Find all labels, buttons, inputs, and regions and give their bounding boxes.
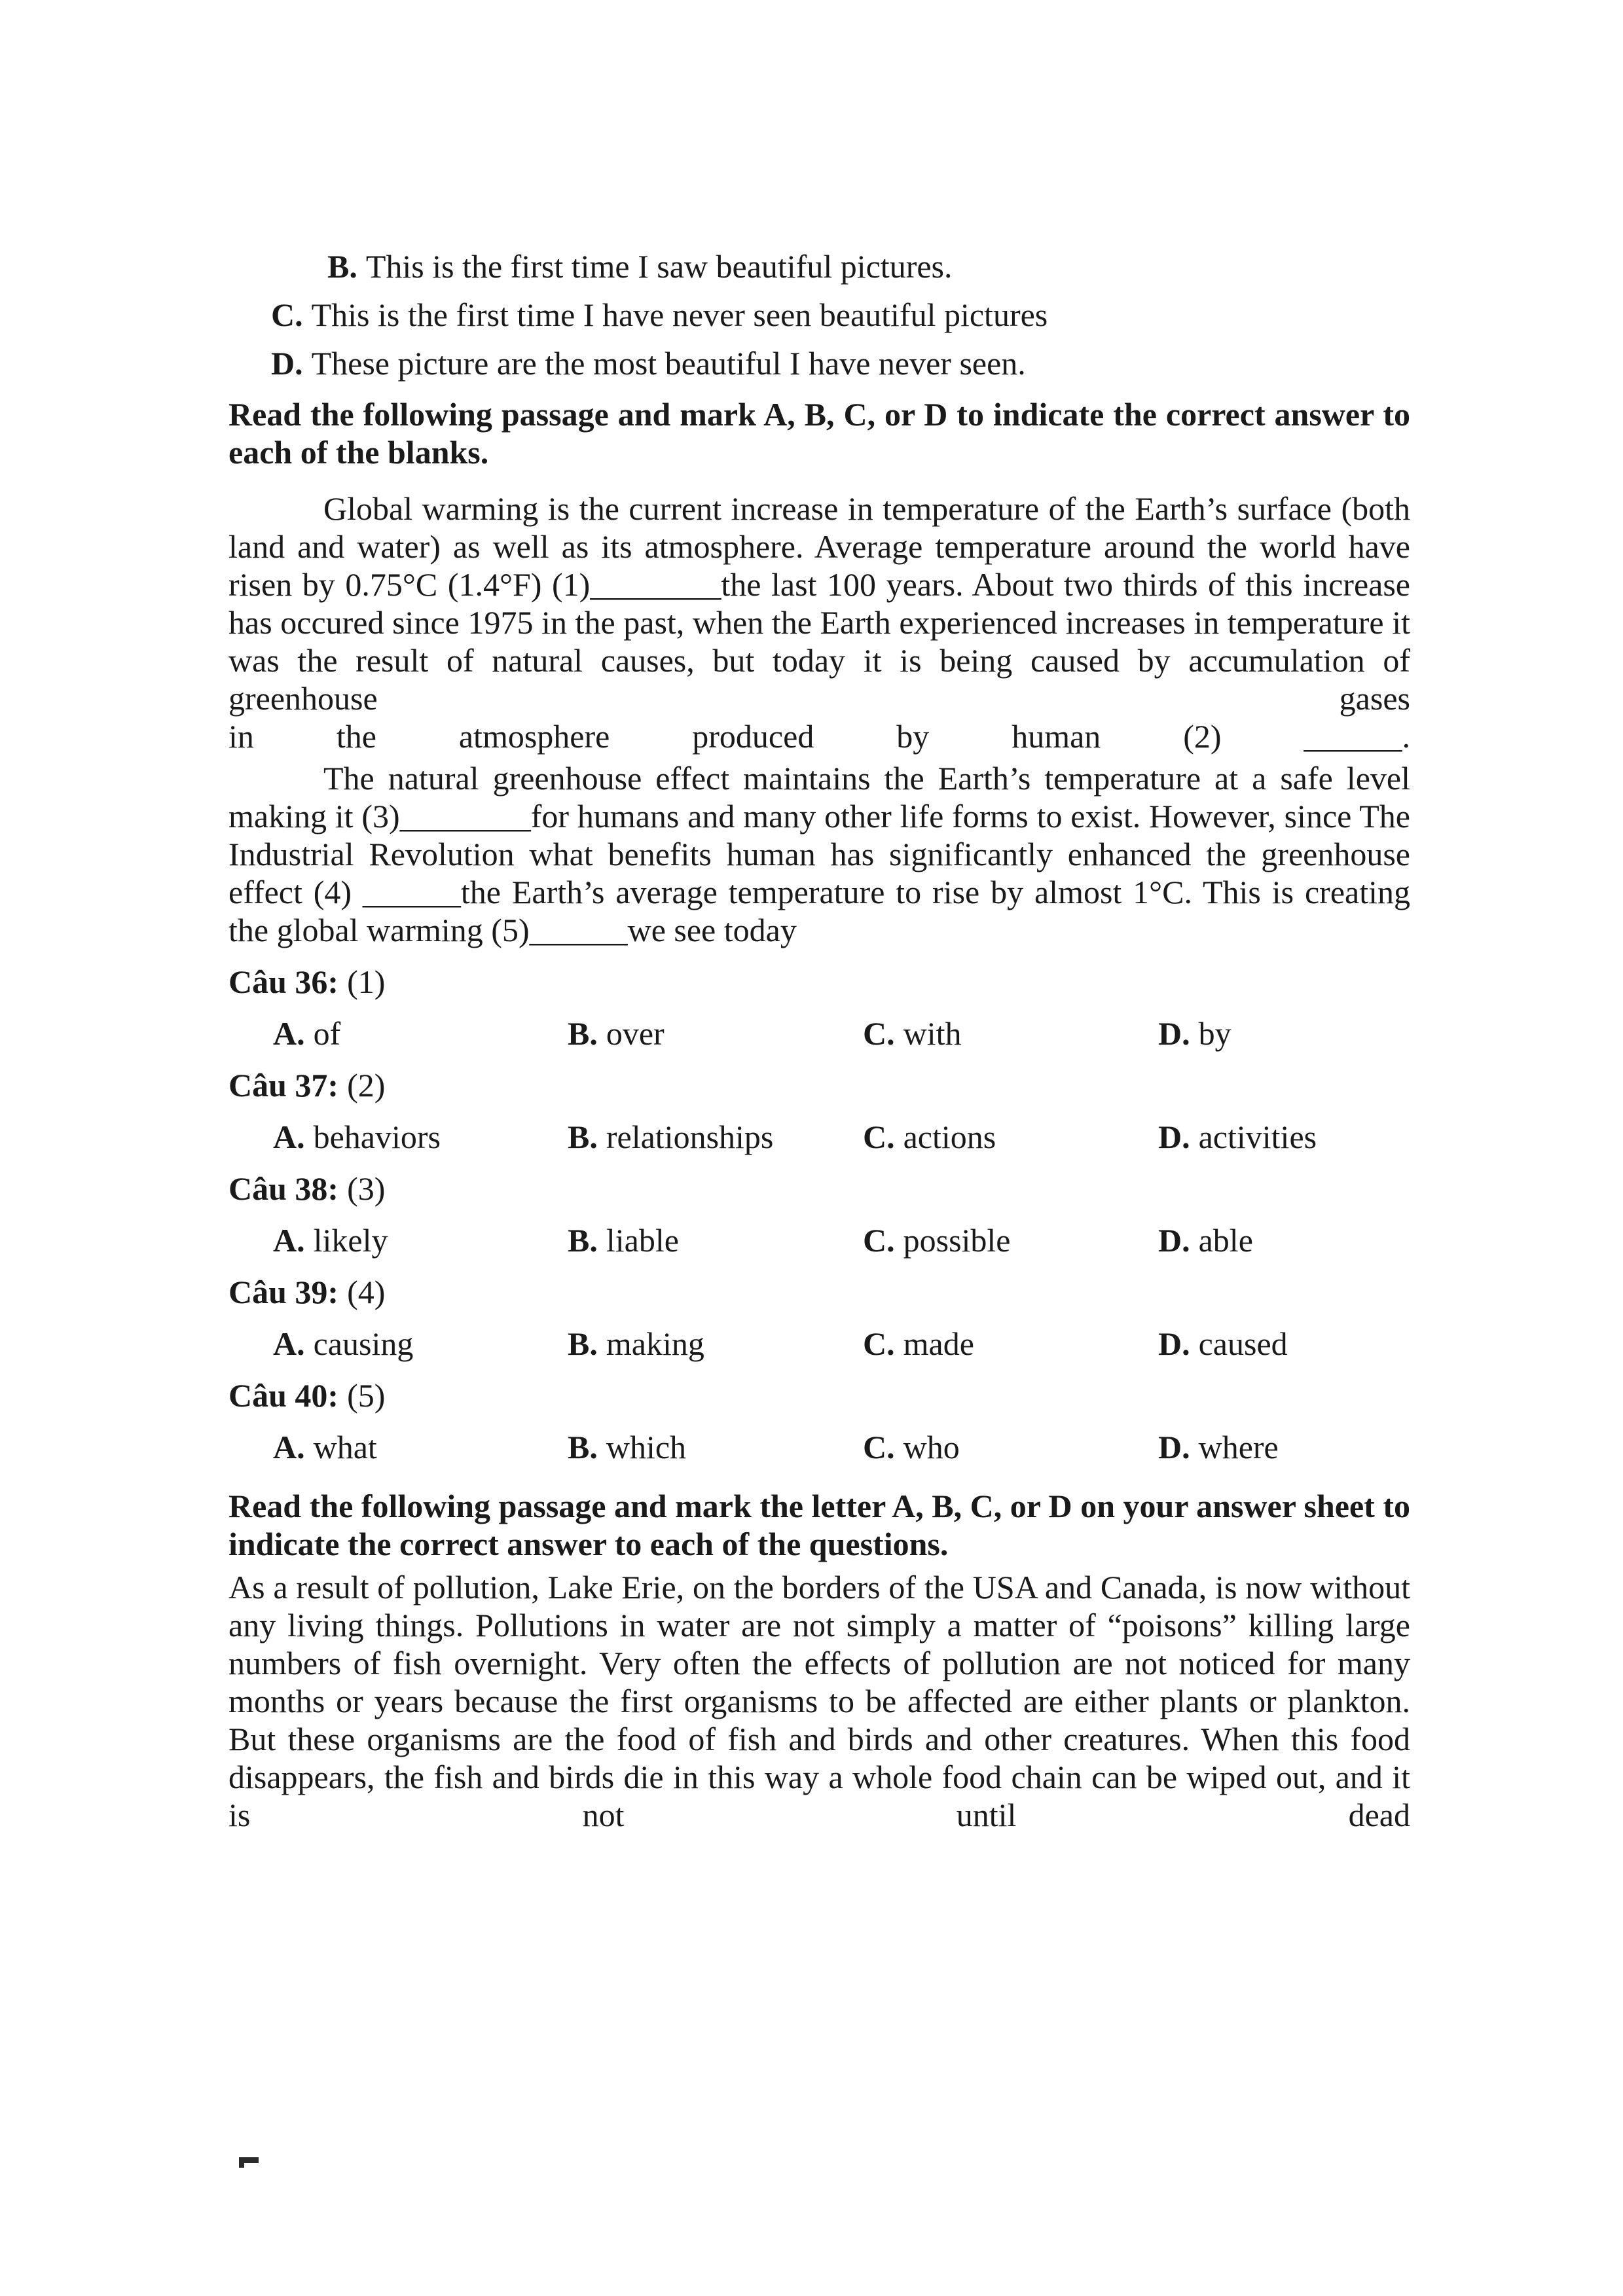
question-options: [228, 1428, 1410, 1466]
option-a: [273, 1118, 568, 1156]
option-b: [568, 1014, 863, 1052]
passage2-paragraph: As a result of pollution, Lake Erie, on the borders of the USA and Canada, is now without any living things. Pollutions in water are not simply a matter of “poisons” killing large numbers of fish overnight. Very often the effects of pollution are not noticed for many months or years because the first organisms to be affected are either plants or plankton. But these organisms are the food of fish and birds and other creatures. When this food disappears, the fish and birds die in this way a whole food chain can be wiped out, and it is not until dead: [228, 1569, 1410, 1833]
answer-option-b: [228, 247, 1410, 285]
option-letter: A.: [273, 1429, 305, 1465]
option-text: caused: [1198, 1325, 1288, 1362]
question-options: [228, 1221, 1410, 1259]
option-letter: C.: [863, 1325, 895, 1362]
option-text: behaviors: [313, 1119, 441, 1155]
question-number: [228, 1376, 1410, 1414]
option-b: [568, 1221, 863, 1259]
option-letter: D.: [271, 345, 303, 382]
option-text: activities: [1198, 1119, 1317, 1155]
option-text: who: [903, 1429, 960, 1465]
passage1-paragraph1: Global warming is the current increase in temperature of the Earth’s surface (both land and water) as well as its atmosphere. Average temperature around the world have risen by 0.75°C (1.4°F) (1)________the last 100 years. About two thirds of this increase has occured since 1975 in the past, when the Earth experienced increases in temperature it was the result of natural causes, but today it is being caused by accumulation of greenhouse gases: [228, 490, 1410, 717]
intro-answer-options: [228, 247, 1410, 382]
passage1-paragraph2: The natural greenhouse effect maintains the Earth’s temperature at a safe level making it (3)________for humans and many other life forms to exist. However, since The Industrial Revolution what benefits human has significantly enhanced the greenhouse effect (4) ______the Earth’s average temperature to rise by almost 1°C. This is creating the global warming (5)______we see today: [228, 760, 1410, 948]
option-d: [1158, 1325, 1410, 1363]
option-letter: D.: [1158, 1325, 1190, 1362]
option-text: of: [313, 1015, 341, 1052]
question-40: [228, 1376, 1410, 1466]
question-number: [228, 1066, 1410, 1104]
option-letter: A.: [273, 1015, 305, 1052]
question-label: Câu 40:: [228, 1377, 339, 1414]
option-text: making: [606, 1325, 704, 1362]
option-text: likely: [313, 1222, 388, 1259]
option-letter: B.: [568, 1015, 598, 1052]
option-text: possible: [903, 1222, 1011, 1259]
option-letter: B.: [327, 248, 357, 285]
page-content: [228, 247, 1410, 1834]
option-letter: D.: [1158, 1429, 1190, 1465]
section2-heading: Read the following passage and mark the letter A, B, C, or D on your answer sheet to indicate the correct answer to each of the questions.: [228, 1488, 1410, 1562]
option-a: [273, 1325, 568, 1363]
answer-option-d: [228, 344, 1410, 382]
option-text: where: [1198, 1429, 1279, 1465]
option-text: This is the first time I have never seen beautiful pictures: [311, 296, 1048, 333]
question-label: Câu 36:: [228, 963, 339, 1000]
option-letter: B.: [568, 1119, 598, 1155]
question-37: [228, 1066, 1410, 1156]
option-d: [1158, 1428, 1410, 1466]
option-c: [863, 1325, 1158, 1363]
option-text: This is the first time I saw beautiful pictures.: [365, 248, 953, 285]
question-label: Câu 38:: [228, 1170, 339, 1207]
option-c: [863, 1014, 1158, 1052]
question-number: [228, 1273, 1410, 1311]
question-number: [228, 963, 1410, 1001]
question-38: [228, 1170, 1410, 1259]
option-d: [1158, 1118, 1410, 1156]
option-letter: B.: [568, 1429, 598, 1465]
question-ref: (3): [347, 1170, 386, 1207]
option-a: [273, 1014, 568, 1052]
question-ref: (1): [347, 963, 386, 1000]
option-text: relationships: [606, 1119, 774, 1155]
option-text: over: [606, 1015, 665, 1052]
section1-heading: Read the following passage and mark A, B, C, or D to indicate the correct answer to each of the blanks.: [228, 396, 1410, 471]
option-text: These picture are the most beautiful I have never seen.: [311, 345, 1026, 382]
question-label: Câu 39:: [228, 1274, 339, 1310]
option-letter: A.: [273, 1222, 305, 1259]
option-a: [273, 1221, 568, 1259]
option-text: causing: [313, 1325, 414, 1362]
question-options: [228, 1118, 1410, 1156]
option-letter: C.: [863, 1015, 895, 1052]
option-d: [1158, 1014, 1410, 1052]
option-letter: D.: [1158, 1015, 1190, 1052]
question-36: [228, 963, 1410, 1052]
option-c: [863, 1221, 1158, 1259]
option-d: [1158, 1221, 1410, 1259]
option-letter: C.: [863, 1429, 895, 1465]
option-letter: C.: [863, 1222, 895, 1259]
answer-option-c: [228, 296, 1410, 334]
question-options: [228, 1325, 1410, 1363]
option-letter: C.: [863, 1119, 895, 1155]
option-letter: C.: [271, 296, 303, 333]
option-letter: B.: [568, 1222, 598, 1259]
option-text: with: [903, 1015, 962, 1052]
option-text: actions: [903, 1119, 996, 1155]
option-b: [568, 1325, 863, 1363]
option-text: made: [903, 1325, 974, 1362]
stray-ink-mark: [239, 2157, 259, 2163]
question-39: [228, 1273, 1410, 1363]
question-options: [228, 1014, 1410, 1052]
option-text: what: [313, 1429, 377, 1465]
option-letter: B.: [568, 1325, 598, 1362]
option-text: able: [1198, 1222, 1253, 1259]
option-letter: D.: [1158, 1119, 1190, 1155]
option-letter: A.: [273, 1119, 305, 1155]
option-b: [568, 1118, 863, 1156]
question-ref: (2): [347, 1067, 386, 1103]
option-text: which: [606, 1429, 687, 1465]
question-list: [228, 963, 1410, 1466]
passage1-paragraph1-lastline: in the atmosphere produced by human (2) ______.: [228, 718, 1410, 755]
option-text: liable: [606, 1222, 679, 1259]
option-letter: A.: [273, 1325, 305, 1362]
option-c: [863, 1428, 1158, 1466]
option-a: [273, 1428, 568, 1466]
option-text: by: [1198, 1015, 1231, 1052]
option-b: [568, 1428, 863, 1466]
option-c: [863, 1118, 1158, 1156]
question-ref: (4): [347, 1274, 386, 1310]
question-label: Câu 37:: [228, 1067, 339, 1103]
question-ref: (5): [347, 1377, 386, 1414]
option-letter: D.: [1158, 1222, 1190, 1259]
question-number: [228, 1170, 1410, 1208]
